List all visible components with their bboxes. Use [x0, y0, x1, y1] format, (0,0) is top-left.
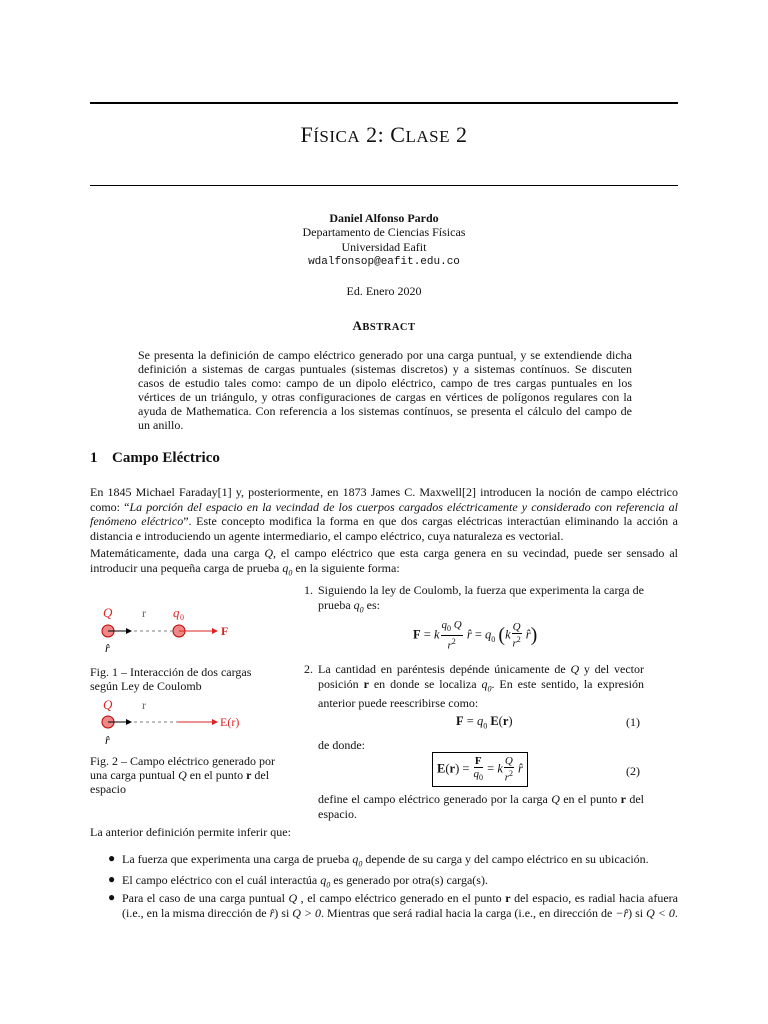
- equation-1-number: (1): [626, 715, 640, 729]
- top-rule: [90, 102, 678, 104]
- field-arrowhead: [212, 719, 218, 725]
- define-text-a: define el campo eléctrico generado por la carga: [318, 792, 552, 806]
- fig2-rhat-arrowhead: [126, 719, 132, 725]
- coulomb-equation: F = k $\frac{q_0 Q}{r^2}$ r̂ = $q_0$ (k $\frac{Q}{r^2}$ r̂): [413, 619, 538, 652]
- bullet-dot: ●: [108, 851, 116, 865]
- b3-text-a: Para el caso de una carga puntual: [122, 891, 289, 905]
- define-text-c: del espacio.: [318, 792, 644, 821]
- fig2-label-Q: Q: [103, 697, 113, 712]
- b3-text-c: del espacio, es radial hacia afuera (i.e., en la misma dirección de: [122, 891, 678, 920]
- item2-text-a: La cantidad en paréntesis depénde únicamente de: [318, 662, 571, 676]
- equation-1: $F = q_0$ E(r): [456, 714, 513, 731]
- fig1-label-rhat: r̂: [105, 641, 110, 655]
- bullet-dot: ●: [108, 872, 116, 886]
- bullet-item-1: [108, 851, 678, 872]
- fig2-label-Er: E(r): [220, 715, 240, 729]
- item1-text-b: es:: [363, 597, 380, 612]
- math-Q: Q: [288, 891, 298, 905]
- math-rhat: r̂: [269, 905, 275, 920]
- item2-text-d: . En este sentido, la expresión anterior puede reescribirse como:: [318, 676, 644, 711]
- figure-1-caption: Fig. 1 – Interacción de dos cargas según Ley de Coulomb: [90, 665, 252, 693]
- math-q0: $q_0$: [282, 560, 293, 577]
- fig1-label-r: r: [142, 606, 146, 620]
- item2-text-c: en donde se localiza: [368, 676, 482, 691]
- force-arrowhead: [212, 628, 218, 634]
- b2-text-b: es generado por otra(s) carga(s).: [330, 873, 488, 887]
- math-Q: Q: [570, 662, 580, 676]
- math-Q-negative: Q < 0: [646, 905, 675, 920]
- rhat-arrowhead: [126, 628, 132, 634]
- b3-text-f: ) si: [628, 905, 647, 920]
- b3-text-e: . Mientras que será radial hacia la carga (i.e., en dirección de: [321, 905, 616, 920]
- p2-text-c: en la siguiente forma:: [292, 560, 400, 575]
- math-q0: $q_0$: [320, 873, 331, 890]
- author-name: Daniel Alfonso Pardo: [329, 211, 439, 225]
- b1-text-b: depende de su carga y del campo eléctrico en su ubicación.: [362, 852, 649, 866]
- fig1-label-Q: Q: [103, 605, 113, 620]
- list-item-1: [304, 583, 644, 617]
- paper-title: FÍSICA 2: CLASE 2: [300, 122, 468, 147]
- bullet-item-3: [108, 890, 678, 920]
- department: Departamento de Ciencias Físicas: [302, 225, 466, 239]
- b3-text-d: ) si: [274, 905, 293, 920]
- math-Q-positive: Q > 0: [292, 905, 322, 920]
- equation-2-number: (2): [626, 764, 640, 778]
- equation-2: E(r) = $\frac{F}{q_0}$ = k $\frac{Q}{r^2}$ r̂: [432, 752, 528, 787]
- math-Q: Q: [178, 768, 187, 782]
- abstract-text: Se presenta la definición de campo eléctrico generado por una carga puntual, y se extendiende dicha definición a sistemas de cargas puntuales (sistemas discretos) y a sistemas contínuos. Se discuten casos de estudio tales como: campo de un dipolo eléctrico, campo de tres cargas puntuales en los vértices de un triángulo, y otras configuraciones de cargas en vértices de polígonos regulares con la ayuda de Mathematica. Con referencia a los sistemas contínuos, se presenta el cálculo del campo de un anillo.: [138, 348, 632, 432]
- p2-text-b: , el campo eléctrico que esta carga genera en su vecindad, puede ser sensado al introducir una pequeña carga de prueba: [90, 546, 678, 575]
- math-r-bold: r: [246, 768, 252, 782]
- define-text-b: en el punto: [559, 792, 621, 806]
- item1-text-a: Siguiendo la ley de Coulomb, la fuerza que experimenta la carga de prueba: [318, 583, 644, 612]
- p1-text-a: En 1845 Michael Faraday[1] y, posteriormente, en 1873 James C. Maxwell[2] introducen la noción de campo eléctrico como: “: [90, 485, 678, 514]
- define-text: [318, 792, 644, 821]
- math-r-bold: r: [620, 792, 626, 806]
- fig2-caption-c: del espacio: [90, 768, 270, 796]
- figure-2-caption: [90, 754, 282, 796]
- fig2-caption-b: en el punto: [186, 768, 247, 782]
- b3-text-b: , el campo eléctrico generado en el punto: [297, 891, 506, 905]
- section-title: Campo Eléctrico: [112, 450, 220, 466]
- fig2-label-r: r: [142, 698, 146, 712]
- fig1-label-q0-sub: 0: [180, 613, 184, 622]
- figure-2-diagram: [90, 694, 290, 750]
- list-number-1: 1.: [304, 583, 313, 597]
- edition: Ed. Enero 2020: [346, 284, 422, 298]
- bullet-item-2: [108, 872, 678, 893]
- paragraph-2: [90, 546, 678, 580]
- university: Universidad Eafit: [341, 240, 427, 254]
- figure-1-diagram: [90, 600, 290, 660]
- paragraph-1: [90, 485, 678, 543]
- section-number: 1: [90, 450, 98, 466]
- abstract-heading: ABSTRACT: [352, 318, 416, 333]
- item2-text-b: y del vector posición: [318, 662, 644, 691]
- math-q0: $q_0$: [352, 852, 363, 869]
- section-1-heading: [90, 451, 220, 466]
- inference-intro: La anterior definición permite inferir que:: [90, 825, 291, 839]
- fig1-label-q0: q: [173, 605, 180, 620]
- fig2-caption-a: Fig. 2 – Campo eléctrico generado por una carga puntual: [90, 754, 275, 782]
- b1-text-a: La fuerza que experimenta una carga de prueba: [122, 852, 353, 866]
- math-Q: Q: [551, 792, 560, 806]
- math-q0: $q_0$: [353, 597, 364, 614]
- fig1-label-F: F: [221, 624, 229, 638]
- de-donde-text: de donde:: [318, 738, 365, 752]
- fig2-label-rhat: r̂: [105, 733, 110, 747]
- list-number-2: 2.: [304, 662, 313, 676]
- list-item-2: [304, 662, 644, 711]
- math-Q: Q: [264, 546, 273, 560]
- p1-quote: La porción del espacio en la vecindad de los cuerpos cargados eléctricamente y considerado con referencia al fenómeno eléctrico: [90, 499, 678, 528]
- b3-text-g: .: [674, 905, 678, 920]
- math-neg-rhat: −r̂: [615, 905, 629, 920]
- p2-text-a: Matemáticamente, dada una carga: [90, 546, 265, 560]
- b2-text-a: El campo eléctrico con el cuál interactúa: [122, 873, 321, 887]
- title-bottom-rule: [90, 185, 678, 186]
- math-r-bold: r: [505, 891, 511, 905]
- math-q0: $q_0$: [481, 676, 492, 693]
- math-r-bold: r: [363, 676, 369, 691]
- author-email[interactable]: wdalfonsop@eafit.edu.co: [308, 256, 460, 268]
- p1-text-b: ”. Este concepto modifica la forma en que dos cargas eléctricas interactúan eliminando la acción a distancia e introduciendo un agente intermediario, el campo eléctrico, cuya naturaleza es vectorial.: [90, 514, 678, 543]
- bullet-dot: ●: [108, 890, 116, 904]
